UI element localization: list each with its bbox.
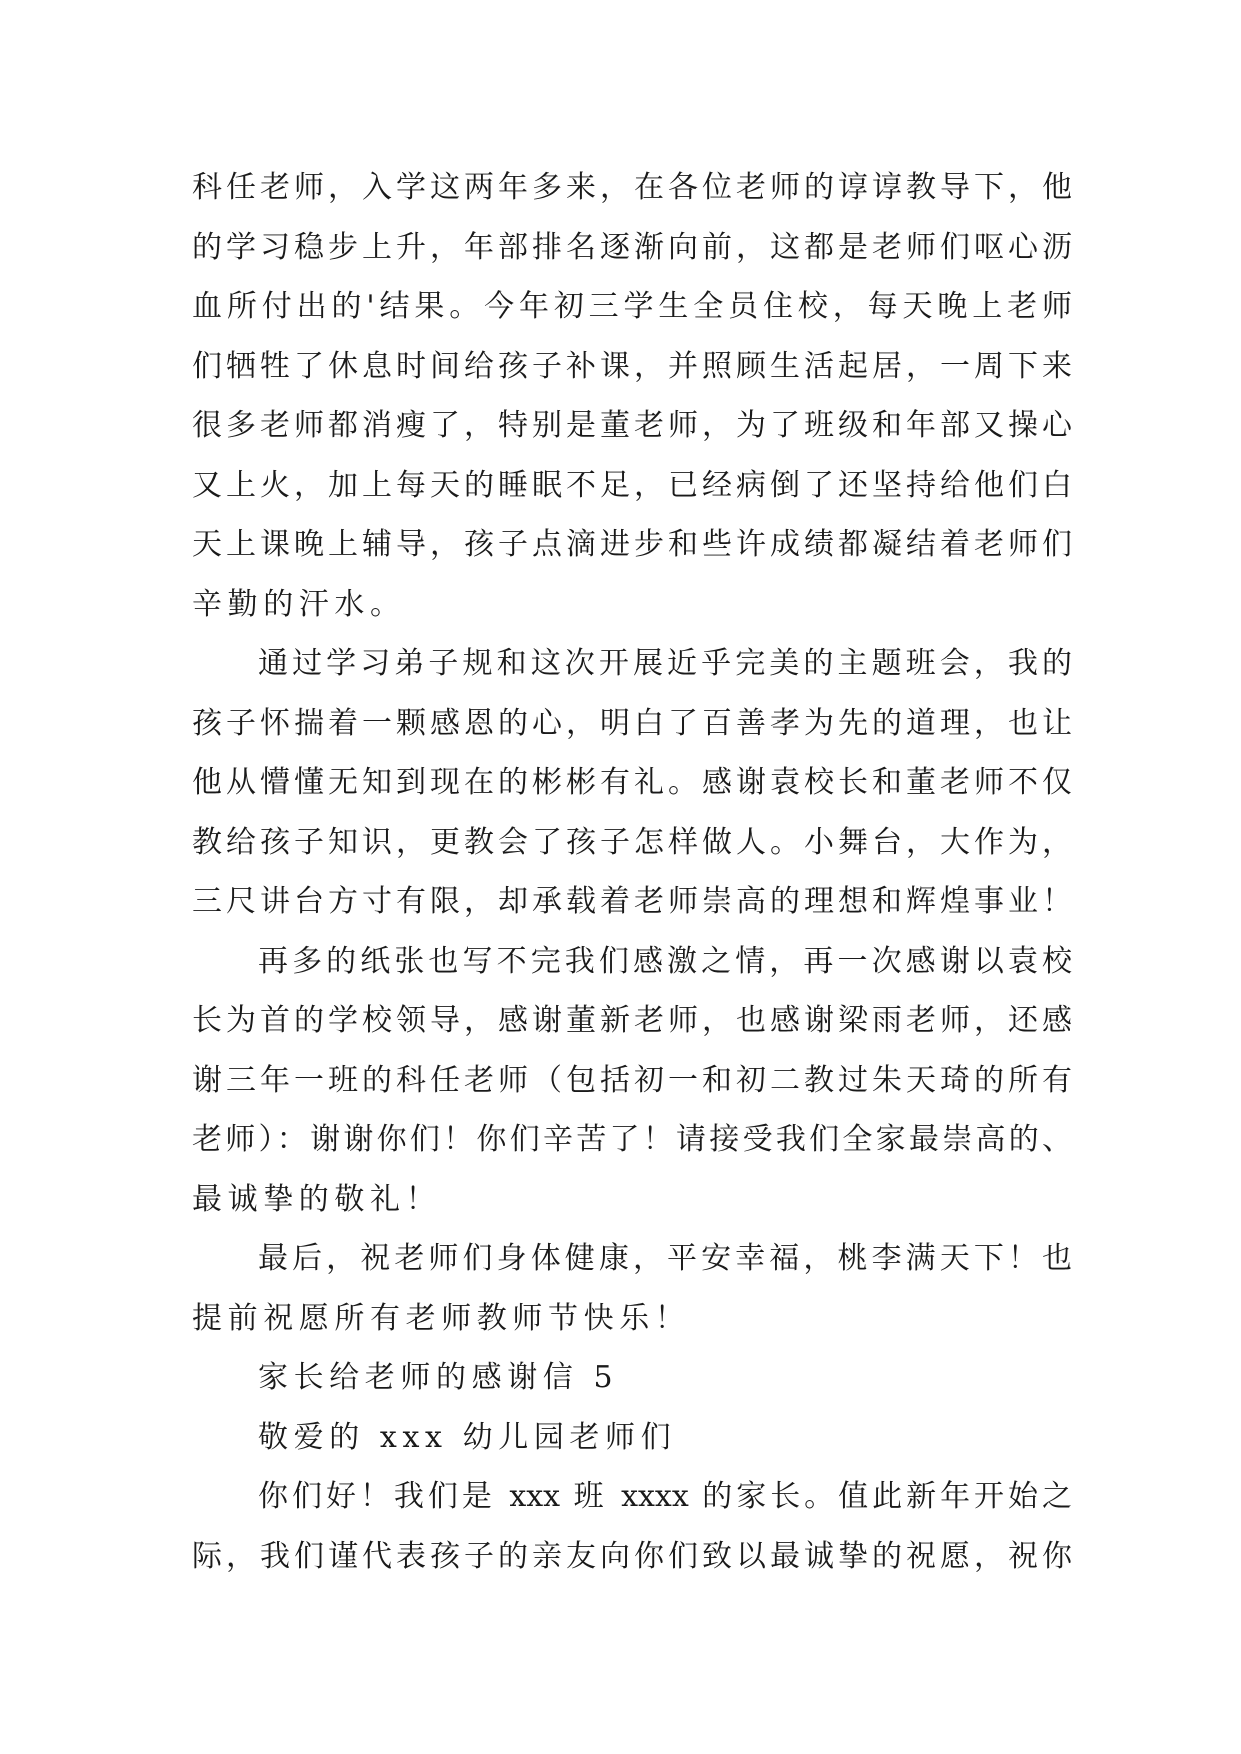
section-heading: 家长给老师的感谢信 5 — [258, 1360, 619, 1395]
text-line: 天上课晚上辅导，孩子点滴进步和些许成绩都凝结着老师们 — [192, 527, 1072, 562]
text-line: 科任老师，入学这两年多来，在各位老师的谆谆教导下，他 — [192, 170, 1072, 205]
salutation: 敬爱的 xxx 幼儿园老师们 — [258, 1419, 677, 1455]
text-line: 老师）：谢谢你们！你们辛苦了！请接受我们全家最崇高的、 — [192, 1122, 1072, 1157]
text-line: 的学习稳步上升，年部排名逐渐向前，这都是老师们呕心沥 — [192, 229, 1072, 265]
paragraph-first-line: 你们好！我们是 xxx 班 xxxx 的家长。值此新年开始之 — [258, 1479, 1072, 1514]
text-line: 辛勤的汗水。 — [192, 586, 406, 622]
text-line: 提前祝愿所有老师教师节快乐！ — [192, 1300, 691, 1336]
text-line: 最诚挚的敬礼！ — [192, 1181, 442, 1217]
paragraph-first-line: 最后，祝老师们身体健康，平安幸福，桃李满天下！也 — [258, 1241, 1072, 1276]
text-line: 谢三年一班的科任老师（包括初一和初二教过朱天琦的所有 — [192, 1062, 1072, 1098]
text-line: 孩子怀揣着一颗感恩的心，明白了百善孝为先的道理，也让 — [192, 705, 1072, 741]
text-line: 血所付出的'结果。今年初三学生全员住校，每天晚上老师 — [192, 289, 1072, 324]
text-line: 教给孩子知识，更教会了孩子怎样做人。小舞台，大作为， — [192, 824, 1072, 860]
text-line: 又上火，加上每天的睡眠不足，已经病倒了还坚持给他们白 — [192, 467, 1072, 503]
paragraph-first-line: 通过学习弟子规和这次开展近乎完美的主题班会，我的 — [258, 646, 1072, 681]
text-line: 三尺讲台方寸有限，却承载着老师崇高的理想和辉煌事业！ — [192, 884, 1072, 919]
text-line: 很多老师都消瘦了，特别是董老师，为了班级和年部又操心 — [192, 408, 1072, 443]
text-line: 长为首的学校领导，感谢董新老师，也感谢梁雨老师，还感 — [192, 1003, 1072, 1038]
text-line: 们牺牲了休息时间给孩子补课，并照顾生活起居，一周下来 — [192, 348, 1072, 384]
text-line: 他从懵懂无知到现在的彬彬有礼。感谢袁校长和董老师不仅 — [192, 765, 1072, 800]
letter-body — [192, 158, 1072, 1586]
paragraph-first-line: 再多的纸张也写不完我们感激之情，再一次感谢以袁校 — [258, 943, 1072, 979]
text-line: 际，我们谨代表孩子的亲友向你们致以最诚挚的祝愿，祝你 — [192, 1538, 1072, 1574]
